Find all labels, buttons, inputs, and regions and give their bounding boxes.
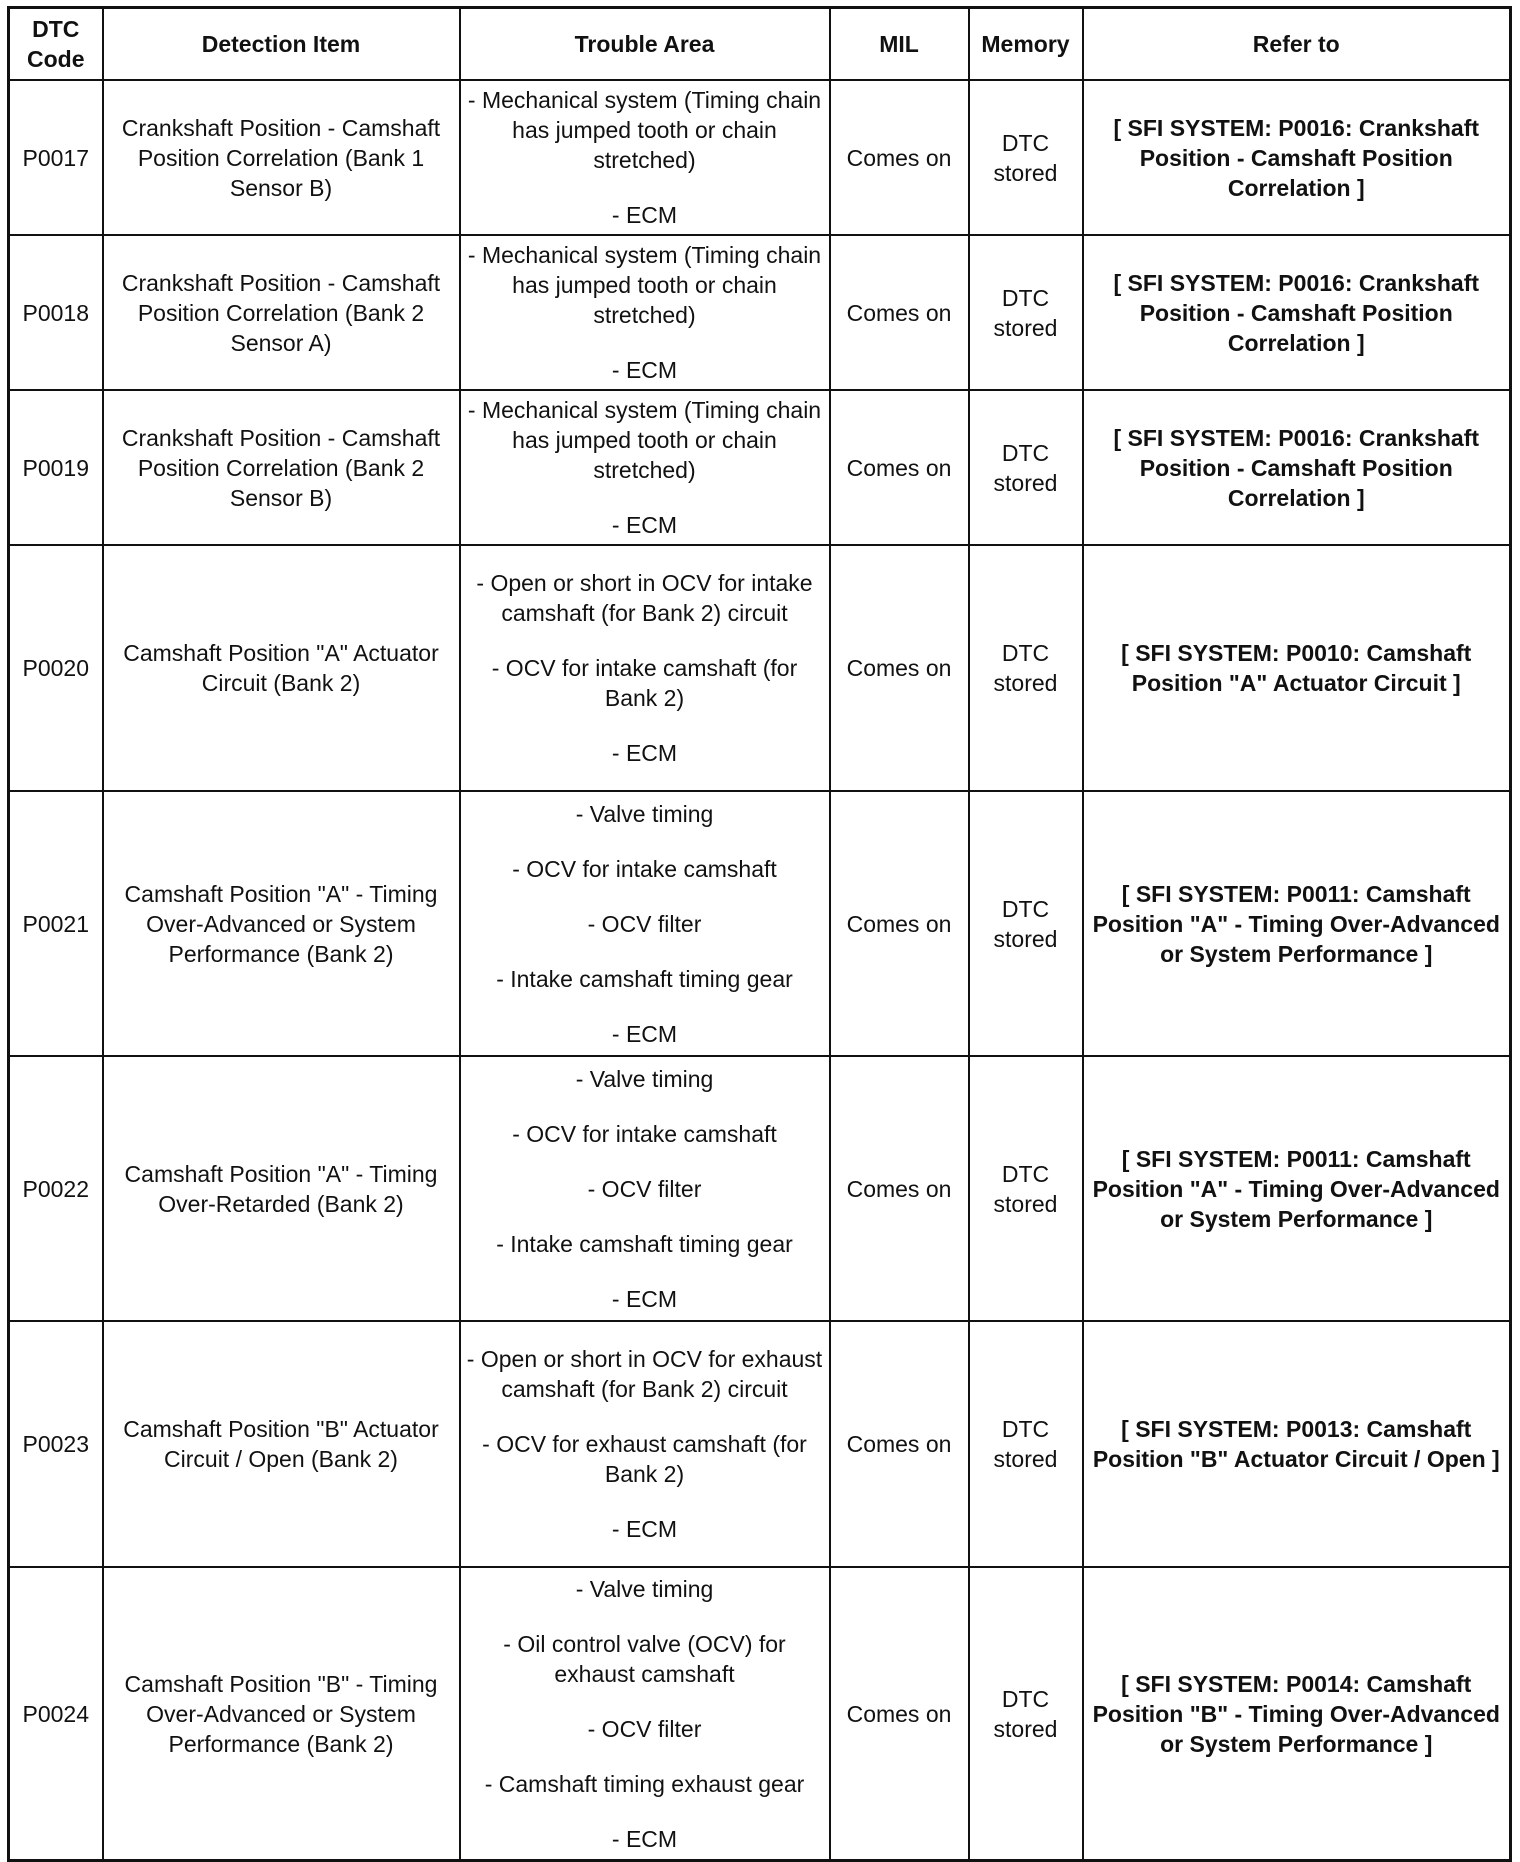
trouble-area-item: - Open or short in OCV for intake camshaft (for Bank 2) circuit bbox=[476, 570, 813, 626]
trouble-area-cell bbox=[460, 791, 830, 1056]
memory-cell: DTC stored bbox=[969, 235, 1083, 390]
table-row bbox=[9, 1321, 1511, 1567]
detection-item-cell: Camshaft Position "A" Actuator Circuit (Bank 2) bbox=[103, 545, 460, 791]
memory-cell: DTC stored bbox=[969, 545, 1083, 791]
refer-to-link[interactable]: [ SFI SYSTEM: P0011: Camshaft Position "A" - Timing Over-Advanced or System Performance ] bbox=[1083, 791, 1511, 1056]
memory-cell: DTC stored bbox=[969, 1567, 1083, 1861]
trouble-area-cell bbox=[460, 1567, 830, 1861]
header-mil: MIL bbox=[830, 8, 969, 81]
trouble-area-item: - ECM bbox=[611, 1516, 678, 1542]
trouble-area-item: - OCV filter bbox=[587, 1715, 702, 1742]
trouble-area-item: - Mechanical system (Timing chain has jumped tooth or chain stretched) bbox=[467, 397, 822, 483]
memory-cell: DTC stored bbox=[969, 80, 1083, 235]
trouble-area-item: - Valve timing bbox=[575, 1575, 714, 1602]
detection-item-cell: Camshaft Position "B" Actuator Circuit / Open (Bank 2) bbox=[103, 1321, 460, 1567]
detection-item-cell: Camshaft Position "A" - Timing Over-Retarded (Bank 2) bbox=[103, 1056, 460, 1321]
trouble-area-item: - ECM bbox=[611, 1020, 678, 1047]
refer-to-link[interactable]: [ SFI SYSTEM: P0016: Crankshaft Position - Camshaft Position Correlation ] bbox=[1083, 235, 1511, 390]
table-row bbox=[9, 791, 1511, 1056]
trouble-area-item: - Open or short in OCV for exhaust camshaft (for Bank 2) circuit bbox=[466, 1346, 823, 1402]
dtc-code-cell: P0018 bbox=[9, 235, 103, 390]
dtc-code-cell: P0021 bbox=[9, 791, 103, 1056]
trouble-area-item: - OCV for intake camshaft (for Bank 2) bbox=[491, 655, 798, 711]
detection-item-cell: Camshaft Position "A" - Timing Over-Advanced or System Performance (Bank 2) bbox=[103, 791, 460, 1056]
mil-cell: Comes on bbox=[830, 1567, 969, 1861]
table-row bbox=[9, 1056, 1511, 1321]
refer-to-link[interactable]: [ SFI SYSTEM: P0016: Crankshaft Position - Camshaft Position Correlation ] bbox=[1083, 390, 1511, 545]
header-dtc-code: DTC Code bbox=[9, 8, 103, 81]
trouble-area-item: - OCV for exhaust camshaft (for Bank 2) bbox=[482, 1431, 807, 1487]
trouble-area-item: - Valve timing bbox=[575, 800, 714, 827]
table-row bbox=[9, 545, 1511, 791]
trouble-area-cell bbox=[460, 545, 830, 791]
header-refer-to: Refer to bbox=[1083, 8, 1511, 81]
trouble-area-item: - Mechanical system (Timing chain has jumped tooth or chain stretched) bbox=[467, 87, 822, 173]
dtc-table bbox=[7, 6, 1512, 1862]
trouble-area-cell bbox=[460, 1056, 830, 1321]
trouble-area-item: - OCV filter bbox=[587, 1175, 702, 1202]
trouble-area-item: - Intake camshaft timing gear bbox=[496, 965, 793, 992]
header-trouble-area: Trouble Area bbox=[460, 8, 830, 81]
refer-to-link[interactable]: [ SFI SYSTEM: P0010: Camshaft Position "A" Actuator Circuit ] bbox=[1083, 545, 1511, 791]
trouble-area-cell bbox=[460, 1321, 830, 1567]
table-row bbox=[9, 80, 1511, 235]
trouble-area-item: - OCV filter bbox=[587, 910, 702, 937]
refer-to-link[interactable]: [ SFI SYSTEM: P0011: Camshaft Position "A" - Timing Over-Advanced or System Performance ] bbox=[1083, 1056, 1511, 1321]
trouble-area-item: - OCV for intake camshaft bbox=[512, 1120, 777, 1147]
header-row bbox=[9, 8, 1511, 81]
trouble-area-item: - ECM bbox=[611, 202, 678, 228]
detection-item-cell: Camshaft Position "B" - Timing Over-Advanced or System Performance (Bank 2) bbox=[103, 1567, 460, 1861]
memory-cell: DTC stored bbox=[969, 1321, 1083, 1567]
dtc-code-cell: P0020 bbox=[9, 545, 103, 791]
trouble-area-cell bbox=[460, 390, 830, 545]
dtc-table-container bbox=[7, 6, 1512, 1862]
detection-item-cell: Crankshaft Position - Camshaft Position Correlation (Bank 2 Sensor A) bbox=[103, 235, 460, 390]
mil-cell: Comes on bbox=[830, 235, 969, 390]
dtc-code-cell: P0017 bbox=[9, 80, 103, 235]
trouble-area-item: - ECM bbox=[611, 357, 678, 383]
dtc-code-cell: P0024 bbox=[9, 1567, 103, 1861]
detection-item-cell: Crankshaft Position - Camshaft Position Correlation (Bank 2 Sensor B) bbox=[103, 390, 460, 545]
table-row bbox=[9, 235, 1511, 390]
trouble-area-item: - OCV for intake camshaft bbox=[512, 855, 777, 882]
dtc-code-cell: P0022 bbox=[9, 1056, 103, 1321]
trouble-area-item: - ECM bbox=[611, 1285, 678, 1312]
trouble-area-item: - Mechanical system (Timing chain has jumped tooth or chain stretched) bbox=[467, 242, 822, 328]
trouble-area-item: - ECM bbox=[611, 740, 678, 766]
table-row bbox=[9, 1567, 1511, 1861]
trouble-area-cell bbox=[460, 80, 830, 235]
trouble-area-item: - Valve timing bbox=[575, 1065, 714, 1092]
detection-item-cell: Crankshaft Position - Camshaft Position Correlation (Bank 1 Sensor B) bbox=[103, 80, 460, 235]
mil-cell: Comes on bbox=[830, 1321, 969, 1567]
trouble-area-item: - Camshaft timing exhaust gear bbox=[484, 1770, 805, 1797]
refer-to-link[interactable]: [ SFI SYSTEM: P0013: Camshaft Position "B" Actuator Circuit / Open ] bbox=[1083, 1321, 1511, 1567]
dtc-code-cell: P0023 bbox=[9, 1321, 103, 1567]
trouble-area-cell bbox=[460, 235, 830, 390]
mil-cell: Comes on bbox=[830, 80, 969, 235]
mil-cell: Comes on bbox=[830, 1056, 969, 1321]
mil-cell: Comes on bbox=[830, 390, 969, 545]
trouble-area-item: - ECM bbox=[611, 1825, 678, 1852]
memory-cell: DTC stored bbox=[969, 1056, 1083, 1321]
trouble-area-item: - Oil control valve (OCV) for exhaust camshaft bbox=[503, 1630, 786, 1687]
refer-to-link[interactable]: [ SFI SYSTEM: P0016: Crankshaft Position - Camshaft Position Correlation ] bbox=[1083, 80, 1511, 235]
trouble-area-item: - ECM bbox=[611, 512, 678, 538]
memory-cell: DTC stored bbox=[969, 390, 1083, 545]
trouble-area-item: - Intake camshaft timing gear bbox=[496, 1230, 793, 1257]
dtc-code-cell: P0019 bbox=[9, 390, 103, 545]
memory-cell: DTC stored bbox=[969, 791, 1083, 1056]
refer-to-link[interactable]: [ SFI SYSTEM: P0014: Camshaft Position "B" - Timing Over-Advanced or System Performance ] bbox=[1083, 1567, 1511, 1861]
header-memory: Memory bbox=[969, 8, 1083, 81]
mil-cell: Comes on bbox=[830, 545, 969, 791]
header-detection-item: Detection Item bbox=[103, 8, 460, 81]
table-row bbox=[9, 390, 1511, 545]
mil-cell: Comes on bbox=[830, 791, 969, 1056]
